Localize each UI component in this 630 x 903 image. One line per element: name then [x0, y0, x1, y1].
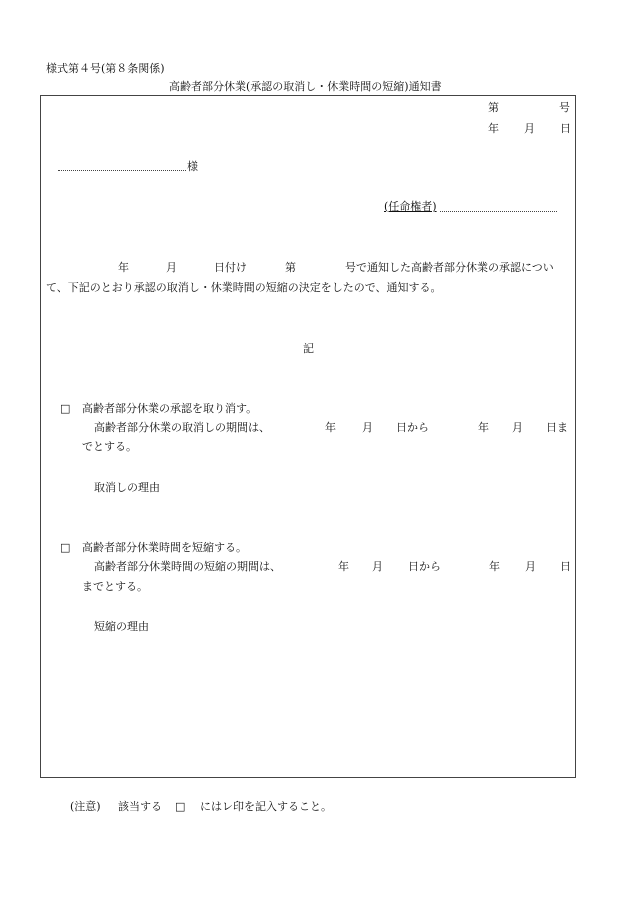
- section2-year2: 年: [489, 560, 500, 573]
- section2-period-text: 高齢者部分休業時間の短縮の期間は、: [94, 560, 281, 573]
- section1-month: 月: [362, 421, 373, 434]
- section1-from: 日から: [396, 421, 429, 434]
- body-year: 年: [118, 261, 129, 274]
- issuer-name-line[interactable]: [440, 211, 557, 212]
- form-number-header: 様式第４号(第８条関係): [46, 62, 165, 75]
- issuer-label: (任命権者): [384, 200, 437, 213]
- issue-year-label: 年: [488, 122, 499, 135]
- document-title: 高齢者部分休業(承認の取消し・休業時間の短縮)通知書: [169, 80, 442, 93]
- note-checkbox-symbol: □: [175, 800, 186, 813]
- body-month: 月: [166, 261, 177, 274]
- section2-continuation: までとする。: [82, 580, 148, 593]
- addressee-name-line[interactable]: [58, 170, 186, 171]
- issue-month-label: 月: [524, 122, 535, 135]
- body-date-suffix: 日付け: [214, 261, 247, 274]
- issue-day-label: 日: [560, 122, 571, 135]
- ki-heading: 記: [303, 342, 314, 355]
- section2-year: 年: [338, 560, 349, 573]
- section1-month2: 月: [512, 421, 523, 434]
- addressee-suffix: 様: [187, 160, 198, 173]
- body-line2: て、下記のとおり承認の取消し・休業時間の短縮の決定をしたので、通知する。: [46, 281, 442, 294]
- section2-checkbox[interactable]: □: [60, 541, 71, 554]
- body-line1-rest: 号で通知した高齢者部分休業の承認につい: [345, 261, 554, 274]
- section2-day2: 日: [560, 560, 571, 573]
- section1-heading: 高齢者部分休業の承認を取り消す。: [82, 402, 258, 415]
- section1-period-text: 高齢者部分休業の取消しの期間は、: [94, 421, 270, 434]
- note-text-before: 該当する: [118, 800, 162, 813]
- note-label: (注意): [70, 800, 101, 813]
- section1-reason-label: 取消しの理由: [94, 481, 160, 494]
- body-number-prefix: 第: [285, 261, 296, 274]
- section1-checkbox[interactable]: □: [60, 402, 71, 415]
- section1-until: 日ま: [546, 421, 568, 434]
- section1-continuation: でとする。: [82, 440, 137, 453]
- section2-month2: 月: [525, 560, 536, 573]
- section2-month: 月: [372, 560, 383, 573]
- doc-number-prefix: 第: [488, 101, 499, 114]
- section2-reason-label: 短縮の理由: [94, 620, 149, 633]
- section2-heading: 高齢者部分休業時間を短縮する。: [82, 541, 247, 554]
- section1-year: 年: [325, 421, 336, 434]
- note-text-after: にはレ印を記入すること。: [200, 800, 332, 813]
- doc-number-label: 号: [559, 101, 570, 114]
- form-frame: [40, 95, 576, 778]
- section2-from: 日から: [408, 560, 441, 573]
- section1-year2: 年: [478, 421, 489, 434]
